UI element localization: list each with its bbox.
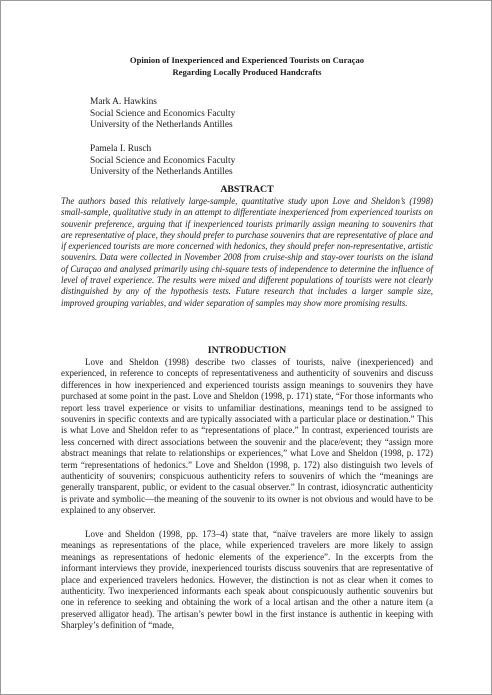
- title-line-2: Regarding Locally Produced Handcrafts: [172, 67, 322, 77]
- introduction-paragraph-2: Love and Sheldon (1998, pp. 173–4) state that, “naïve travelers are more likely to assign meanings as representations of the place, while experienced travelers are more likely to assign meanings as representations of hedonic elements of the experience”. In the excerpts from the informant interviews they provide, inexperienced tourists discuss souvenirs that are representative of place and experienced travelers hedonics. However, the distinction is not as clear when it comes to authenticity. Two inexperienced informants each speak about conspicuously authentic souvenirs but one in reference to seeking and obtaining the work of a local artisan and the other a nature item (a preserved alligator head). The artisan’s pewter bowl in the first instance is authentic in keeping with Sharpley’s definition of “made,: [61, 529, 433, 631]
- author-department: Social Science and Economics Faculty: [90, 155, 236, 166]
- abstract-heading: ABSTRACT: [220, 184, 274, 195]
- author-name: Mark A. Hawkins: [90, 97, 157, 107]
- author-block-1: [90, 97, 235, 132]
- introduction-heading: INTRODUCTION: [207, 345, 287, 356]
- title-line-1: Opinion of Inexperienced and Experienced Tourists on Curaçao: [129, 55, 365, 65]
- paper-title: [61, 54, 433, 78]
- author-block-2: [90, 144, 235, 179]
- introduction-paragraph-1: Love and Sheldon (1998) describe two classes of tourists, naïve (inexperienced) and experienced, in reference to concepts of representativeness and authenticity of souvenirs and discuss differences in how inexperienced and experienced tourists assign meanings to souvenirs they have purchased at some point in the past. Love and Sheldon (1998, p. 171) state, “For those informants who report less travel experience or visits to unfamiliar destinations, meanings tend to be assigned to souvenirs in specific contexts and are typically associated with a particular place or destination.” This is what Love and Sheldon refer to as “representations of place.” In contrast, experienced tourists are less concerned with direct associations between the souvenir and the place/event; they “assign more abstract meanings that relate to relationships or experiences,” what Love and Sheldon (1998, p. 172) term “representations of hedonics.” Love and Sheldon (1998, p. 172) also distinguish two levels of authenticity of souvenirs; conspicuous authenticity refers to souvenirs of which the “meanings are generally transparent, public, or evident to the casual observer.” In contrast, idiosyncratic authenticity is private and symbolic—the meaning of the souvenir to its owner is not obvious and would have to be explained to any observer.: [61, 357, 433, 516]
- author-department: Social Science and Economics Faculty: [90, 108, 236, 119]
- author-institution: University of the Netherlands Antilles: [90, 120, 233, 131]
- abstract-text: The authors based this relatively large-sample, quantitative study upon Love and Sheldon’s (1998) small-sample, qualitative study in an attempt to differentiate inexperienced from experienced tourists on souvenir preference, arguing that if inexperienced tourists primarily assign meaning to souvenirs that are representative of place, they should prefer to purchase souvenirs that are representative of place and if experienced tourists are more concerned with hedonics, they should prefer non-representative, artistic souvenirs. Data were collected in November 2008 from cruise-ship and stay-over tourists on the island of Curaçao and analysed primarily using chi-square tests of independence to determine the influence of level of travel experience. The results were mixed and different populations of tourists were not clearly distinguished by any of the hypothesis tests. Future research that includes a larger sample size, improved grouping variables, and wider separation of samples may show more promising results.: [61, 196, 433, 308]
- author-institution: University of the Netherlands Antilles: [90, 167, 233, 178]
- author-name: Pamela I. Rusch: [90, 144, 152, 154]
